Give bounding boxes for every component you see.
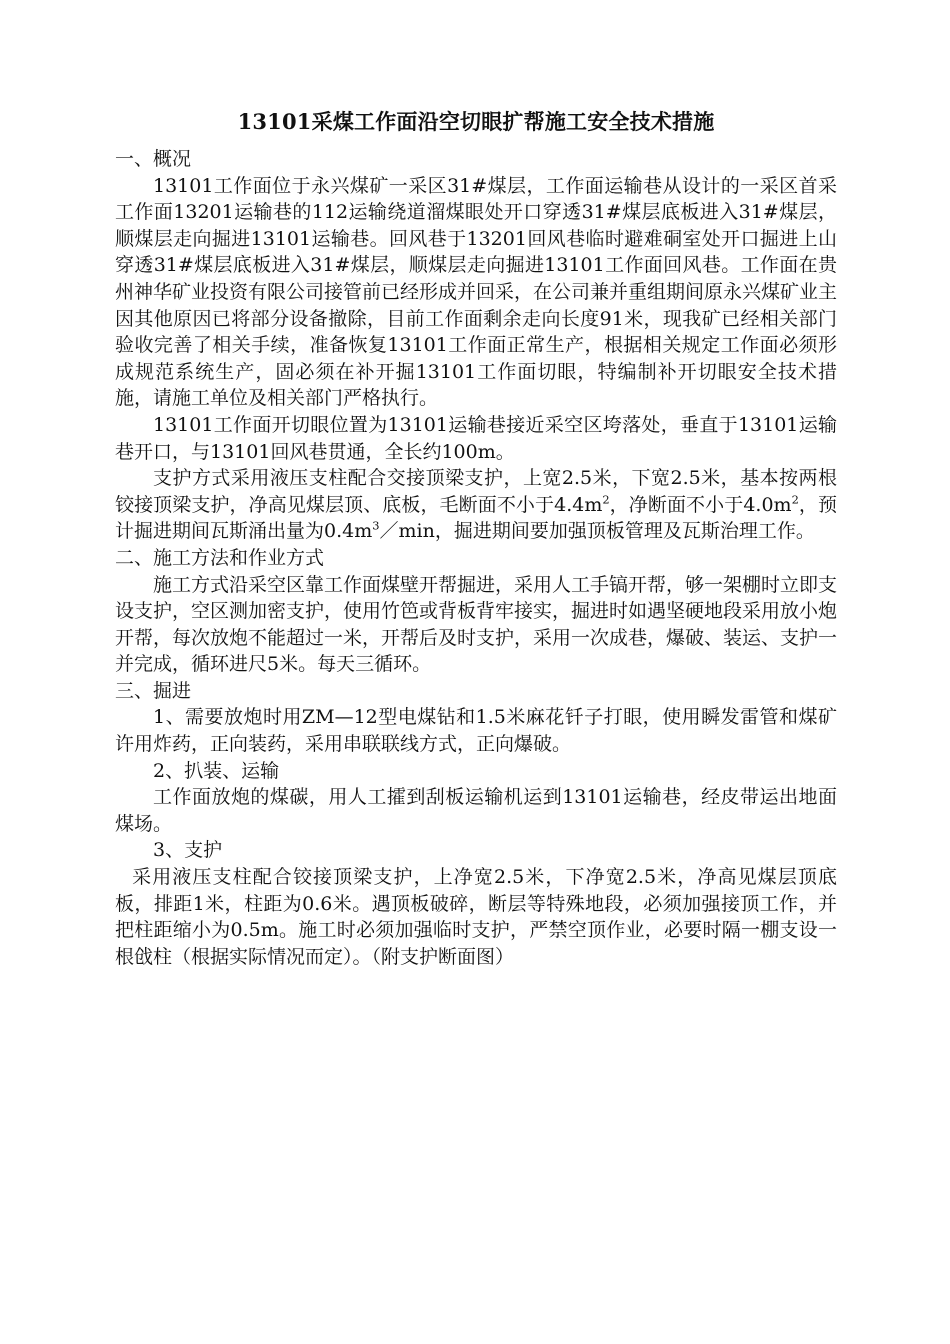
document-title: 13101采煤工作面沿空切眼扩帮施工安全技术措施 <box>237 109 715 134</box>
superscript-2-b: 2 <box>791 492 799 507</box>
superscript-3: 3 <box>372 518 380 533</box>
paragraph-blasting: 1、需要放炮时用ZM—12型电煤钻和1.5米麻花钎子打眼，使用瞬发雷管和煤矿许用炸药，正向装药，采用串联联线方式，正向爆破。 <box>115 706 837 756</box>
paragraph-support: 采用液压支柱配合铰接顶梁支护，上净宽2.5米，下净宽2.5米，净高见煤层顶底板，排距1米，柱距为0.6米。遇顶板破碎，断层等特殊地段，必须加强接顶工作，并把柱距缩小为0.5m。施工时必须加强临时支护，严禁空顶作业，必要时隔一棚支设一根戗柱（根据实际情况而定）。（附支护断面图） <box>115 866 837 968</box>
section-heading-overview: 一、概况 <box>115 148 192 170</box>
superscript-2-a: 2 <box>602 492 610 507</box>
paragraph-support-method <box>115 465 837 545</box>
paragraph-loading-transport: 工作面放炮的煤碳，用人工攉到刮板运输机运到13101运输巷，经皮带运出地面煤场。 <box>115 786 837 835</box>
support-text-1: 支护方式采用液压支柱配合交接顶梁支护，上宽2.5米，下宽2.5米，基本按两根铰接顶梁支护，净高见煤层顶、底板，毛断面不小于4.4m <box>115 467 837 516</box>
section-heading-construction: 二、施工方法和作业方式 <box>115 546 325 569</box>
paragraph-construction: 施工方式沿采空区靠工作面煤壁开帮掘进，采用人工手镐开帮，够一架棚时立即支设支护，空区测加密支护，使用竹笆或背板背牢接实，掘进时如遇坚硬地段采用放小炮开帮，每次放炮不能超过一米，开帮后及时支护，采用一次成巷，爆破、装运、支护一并完成，循环进尺5米。每天三循环。 <box>115 573 838 676</box>
paragraph-overview-1: 13101工作面位于永兴煤矿一采区31#煤层，工作面运输巷从设计的一采区首采工作面13201运输巷的112运输绕道溜煤眼处开口穿透31#煤层底板进入31#煤层，顺煤层走向掘进13101运输巷。回风巷于13201回风巷临时避难硐室处开口掘进上山穿透31#煤层底板进入31#煤层，顺煤层走向掘进13101工作面回风巷。工作面在贵州神华矿业投资有限公司接管前已经形成并回采，在公司兼并重组期间原永兴煤矿业主因其他原因已将部分设备撤除，目前工作面剩余走向长度91米，现我矿已经相关部门验收完善了相关手续，准备恢复13101工作面正常生产，根据相关规定工作面必须形成规范系统生产，固必须在补开掘13101工作面切眼，特编制补开切眼安全技术措施，请施工单位及相关部门严格执行。 <box>115 174 838 410</box>
support-text-3: ，预计掘进期间瓦斯涌出量为0.4m <box>115 493 837 543</box>
support-text-4: ／min，掘进期间要加强顶板管理及瓦斯治理工作。 <box>379 520 815 543</box>
document-page <box>115 108 837 970</box>
subheading-loading-transport: 2、扒装、运输 <box>153 759 280 782</box>
subheading-support: 3、支护 <box>153 839 223 862</box>
section-heading-excavation: 三、掘进 <box>115 679 192 702</box>
support-text-2: ，净断面不小于4.0m <box>609 493 792 516</box>
paragraph-overview-2: 13101工作面开切眼位置为13101运输巷接近采空区垮落处，垂直于13101运输巷开口，与13101回风巷贯通，全长约100m。 <box>115 413 837 463</box>
